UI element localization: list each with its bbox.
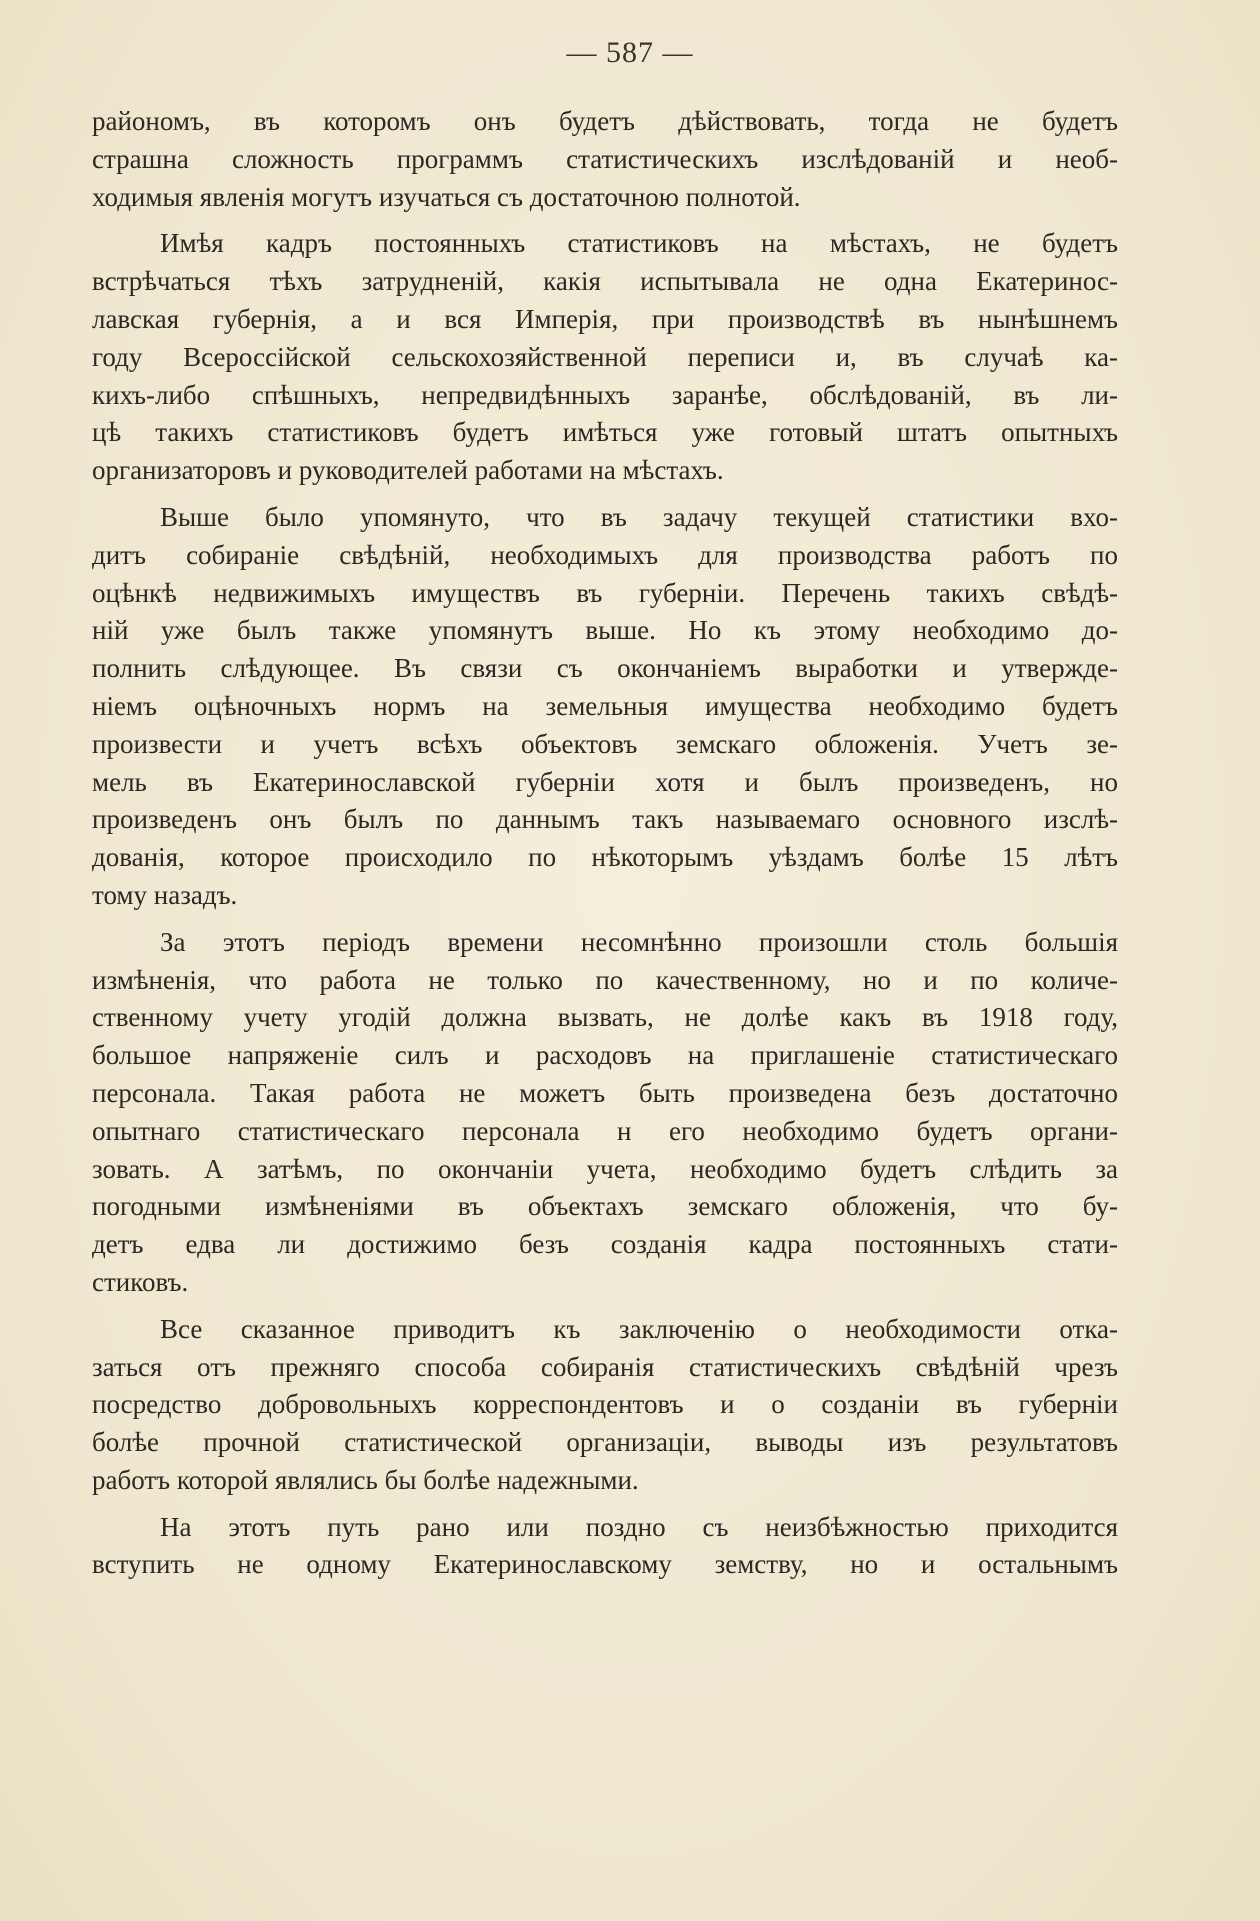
text-line: оцѣнкѣ недвижимыхъ имуществъ въ губерніи. Перечень такихъ свѣдѣ- (92, 577, 1118, 608)
text-line: опытнаго статистическаго персонала н его необходимо будетъ органи- (92, 1115, 1118, 1146)
text-line: кихъ-либо спѣшныхъ, непредвидѣнныхъ заранѣе, обслѣдованій, въ ли- (92, 379, 1118, 410)
text-line: зовать. А затѣмъ, по окончаніи учета, необходимо будетъ слѣдить за (92, 1153, 1118, 1184)
paragraph (92, 1509, 1118, 1585)
text-line: райономъ, въ которомъ онъ будетъ дѣйствовать, тогда не будетъ (92, 106, 1118, 136)
text-line: организаторовъ и руководителей работами на мѣстахъ. (92, 455, 724, 486)
text-line: посредство добровольныхъ корреспондентовъ и о созданіи въ губерніи (92, 1389, 1118, 1420)
text-line: страшна сложность программъ статистическихъ изслѣдованій и необ- (92, 143, 1118, 174)
text-line: мель въ Екатеринославской губерніи хотя и былъ произведенъ, но (92, 766, 1118, 797)
text-line: полнить слѣдующее. Въ связи съ окончаніемъ выработки и утвержде- (92, 653, 1118, 684)
text-line: произведенъ онъ былъ по даннымъ такъ называемаго основного изслѣ- (92, 804, 1118, 835)
text-line: Выше было упомянуто, что въ задачу текущей статистики вхо- (160, 501, 1118, 532)
text-line: стиковъ. (92, 1266, 189, 1297)
text-line: болѣе прочной статистической организаціи, выводы изъ результатовъ (92, 1427, 1118, 1458)
text-line: заться отъ прежняго способа собиранія статистическихъ свѣдѣній чрезъ (92, 1351, 1118, 1382)
paragraph (92, 924, 1118, 1302)
body-text (92, 103, 1118, 1593)
text-line: цѣ такихъ статистиковъ будетъ имѣться уже готовый штатъ опытныхъ (92, 417, 1118, 448)
paragraph (92, 225, 1118, 490)
text-line: дованія, которое происходило по нѣкоторымъ уѣздамъ болѣе 15 лѣтъ (92, 842, 1118, 873)
text-line: большое напряженіе силъ и расходовъ на приглашеніе статистическаго (92, 1040, 1118, 1071)
text-line: За этотъ періодъ времени несомнѣнно произошли столь большія (160, 926, 1118, 957)
text-line: ніемъ оцѣночныхъ нормъ на земельныя имущества необходимо будетъ (92, 690, 1118, 721)
text-line: На этотъ путь рано или поздно съ неизбѣжностью приходится (160, 1511, 1118, 1542)
paragraph (92, 1311, 1118, 1500)
text-line: работъ которой являлись бы болѣе надежными. (92, 1464, 639, 1495)
text-line: тому назадъ. (92, 879, 238, 910)
text-line: детъ едва ли достижимо безъ созданія кадра постоянныхъ стати- (92, 1229, 1118, 1260)
text-line: персонала. Такая работа не можетъ быть произведена безъ достаточно (92, 1077, 1118, 1108)
text-line: встрѣчаться тѣхъ затрудненій, какія испытывала не одна Екатеринос- (92, 266, 1118, 297)
text-line: году Всероссійской сельскохозяйственной переписи и, въ случаѣ ка- (92, 341, 1118, 372)
paragraph (92, 103, 1118, 216)
text-line: произвести и учетъ всѣхъ объектовъ земскаго обложенія. Учетъ зе- (92, 728, 1118, 759)
text-line: погодными измѣненіями въ объектахъ земскаго обложенія, что бу- (92, 1191, 1118, 1222)
text-line: вступить не одному Екатеринославскому земству, но и остальнымъ (92, 1549, 1118, 1580)
text-line: ственному учету угодій должна вызвать, не долѣе какъ въ 1918 году, (92, 1002, 1118, 1033)
text-line: измѣненія, что работа не только по качественному, но и по количе- (92, 964, 1118, 995)
text-line: Все сказанное приводитъ къ заключенію о необходимости отка- (160, 1313, 1118, 1344)
text-line: дитъ собираніе свѣдѣній, необходимыхъ для производства работъ по (92, 539, 1118, 570)
page-number: — 587 — (566, 36, 694, 69)
text-line: лавская губернія, а и вся Имперія, при производствѣ въ нынѣшнемъ (92, 303, 1118, 334)
text-line: ходимыя явленія могутъ изучаться съ достаточною полнотой. (92, 181, 801, 212)
paragraph (92, 499, 1118, 915)
text-line: ній уже былъ также упомянутъ выше. Но къ этому необходимо до- (92, 615, 1118, 646)
text-line: Имѣя кадръ постоянныхъ статистиковъ на мѣстахъ, не будетъ (160, 228, 1118, 259)
